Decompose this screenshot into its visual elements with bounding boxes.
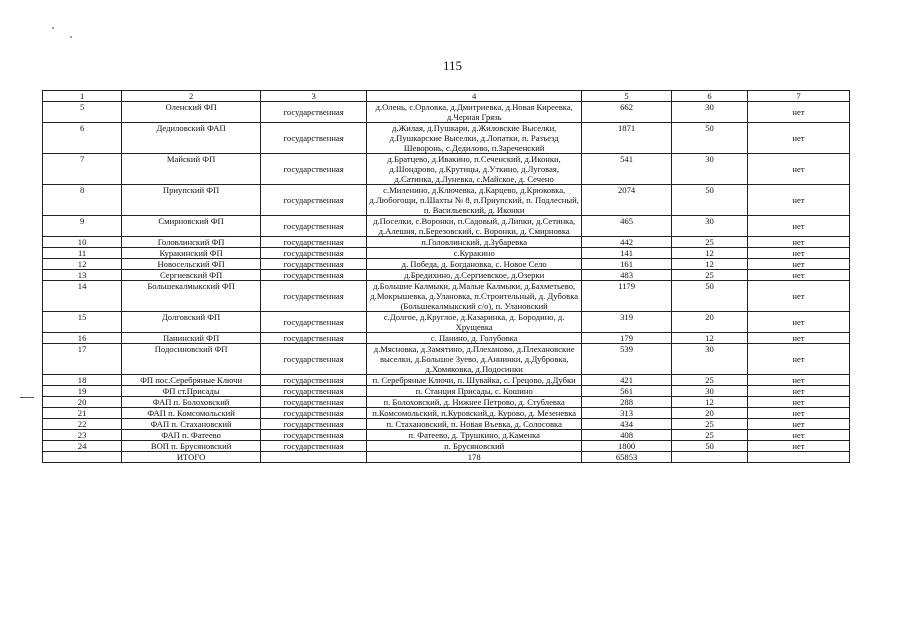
settlements-served: с. Панино, д. Голубовка	[367, 333, 582, 344]
status-value: нет	[748, 102, 850, 123]
page-number: 115	[442, 58, 463, 73]
status-value: нет	[748, 259, 850, 270]
facility-table	[42, 90, 850, 463]
settlements-served: д.Жилая, д.Пушкари, д.Жиловские Выселки, д.Пушкарские Выселки, д.Лопатки, п. Разъезд Шеворонь, с.Дедилово, п.Зареченский	[367, 123, 582, 154]
settlements-served: п. Серебряные Ключи, п. Шувайка, с. Грецово, д.Дубки	[367, 375, 582, 386]
ownership-type: государственная	[261, 375, 367, 386]
population: 561	[582, 386, 672, 397]
facility-name: Майский ФП	[122, 154, 261, 185]
status-value: нет	[748, 185, 850, 216]
row-number: 6	[43, 123, 122, 154]
settlements-served: с.Куракино	[367, 248, 582, 259]
row-number: 15	[43, 312, 122, 333]
table-row	[43, 333, 850, 344]
population: 539	[582, 344, 672, 375]
row-number: 17	[43, 344, 122, 375]
total-label: ИТОГО	[122, 452, 261, 463]
table-row	[43, 248, 850, 259]
total-empty	[261, 452, 367, 463]
facility-name: ФАП п. Фатеево	[122, 430, 261, 441]
ownership-type: государственная	[261, 344, 367, 375]
facility-name: Куракинский ФП	[122, 248, 261, 259]
population: 1179	[582, 281, 672, 312]
table-row	[43, 375, 850, 386]
row-number: 11	[43, 248, 122, 259]
settlements-served: п.Головлинский, д.Зубаревка	[367, 237, 582, 248]
row-number: 16	[43, 333, 122, 344]
population: 1800	[582, 441, 672, 452]
settlements-served: п. Станция Присады, с. Кошино	[367, 386, 582, 397]
total-row	[43, 452, 850, 463]
column-number: 6	[672, 91, 748, 102]
settlements-served: д.Бредихино, д.Сергиевское, д.Озерки	[367, 270, 582, 281]
status-value: нет	[748, 216, 850, 237]
distance: 25	[672, 237, 748, 248]
row-number: 12	[43, 259, 122, 270]
ownership-type: государственная	[261, 270, 367, 281]
margin-mark	[20, 397, 34, 398]
column-number: 3	[261, 91, 367, 102]
status-value: нет	[748, 333, 850, 344]
population: 288	[582, 397, 672, 408]
table-row	[43, 216, 850, 237]
facility-name: Оленский ФП	[122, 102, 261, 123]
ownership-type: государственная	[261, 123, 367, 154]
facility-name: Долговский ФП	[122, 312, 261, 333]
population: 541	[582, 154, 672, 185]
table-row	[43, 123, 850, 154]
population: 408	[582, 430, 672, 441]
status-value: нет	[748, 430, 850, 441]
ownership-type: государственная	[261, 312, 367, 333]
facility-name: ВОП п. Брусяновский	[122, 441, 261, 452]
facility-name: ФАП п. Болоховский	[122, 397, 261, 408]
status-value: нет	[748, 312, 850, 333]
total-settlements: 178	[367, 452, 582, 463]
table-row	[43, 441, 850, 452]
population: 313	[582, 408, 672, 419]
status-value: нет	[748, 408, 850, 419]
settlements-served: п. Фатеево, д. Трушкино, д.Каменка	[367, 430, 582, 441]
ownership-type: государственная	[261, 185, 367, 216]
facility-name: Новосельский ФП	[122, 259, 261, 270]
ownership-type: государственная	[261, 430, 367, 441]
status-value: нет	[748, 386, 850, 397]
row-number: 9	[43, 216, 122, 237]
distance: 50	[672, 185, 748, 216]
row-number: 10	[43, 237, 122, 248]
ownership-type: государственная	[261, 154, 367, 185]
status-value: нет	[748, 123, 850, 154]
ownership-type: государственная	[261, 248, 367, 259]
table-row	[43, 237, 850, 248]
table-row	[43, 397, 850, 408]
distance: 25	[672, 375, 748, 386]
column-number: 1	[43, 91, 122, 102]
ownership-type: государственная	[261, 259, 367, 270]
settlements-served: д.Олень, с.Орловка, д.Дмитриевка, д.Новая Киреевка, д.Черная Грязь	[367, 102, 582, 123]
distance: 25	[672, 419, 748, 430]
facility-name: ФАП п. Стахановский	[122, 419, 261, 430]
column-number: 5	[582, 91, 672, 102]
distance: 30	[672, 216, 748, 237]
settlements-served: п. Стахановский, п. Новая Въевка, д. Солосовка	[367, 419, 582, 430]
row-number: 20	[43, 397, 122, 408]
table-row	[43, 419, 850, 430]
ownership-type: государственная	[261, 281, 367, 312]
distance: 30	[672, 386, 748, 397]
ownership-type: государственная	[261, 216, 367, 237]
population: 319	[582, 312, 672, 333]
row-number: 22	[43, 419, 122, 430]
distance: 25	[672, 270, 748, 281]
ownership-type: государственная	[261, 333, 367, 344]
scan-speck	[70, 36, 72, 38]
ownership-type: государственная	[261, 397, 367, 408]
settlements-served: д.Большие Калмыки, д.Малые Калмыки, д.Бахметьево, д.Мокрышевка, д.Улановка, п.Строительный, д. Дубовка (Большекалмыкский с/о), п. Улановский	[367, 281, 582, 312]
distance: 20	[672, 312, 748, 333]
distance: 30	[672, 154, 748, 185]
row-number: 5	[43, 102, 122, 123]
table-row	[43, 281, 850, 312]
population: 662	[582, 102, 672, 123]
status-value: нет	[748, 154, 850, 185]
status-value: нет	[748, 344, 850, 375]
population: 1871	[582, 123, 672, 154]
facility-name: Приупский ФП	[122, 185, 261, 216]
table-row	[43, 408, 850, 419]
settlements-served: с.Миленино, д.Ключевка, д.Карцево, д.Крюковка, д.Любогощи, п.Шахты № 8, п.Приупский, п. Подлесный, п. Васильевский, д. Иконки	[367, 185, 582, 216]
facility-name: Подосиновский ФП	[122, 344, 261, 375]
facility-name: Сергиевский ФП	[122, 270, 261, 281]
settlements-served: п.Комсомольский, п.Куровский,д. Курово, д. Мезеневка	[367, 408, 582, 419]
population: 161	[582, 259, 672, 270]
table-row	[43, 386, 850, 397]
ownership-type: государственная	[261, 441, 367, 452]
total-empty	[748, 452, 850, 463]
status-value: нет	[748, 237, 850, 248]
row-number: 24	[43, 441, 122, 452]
row-number: 7	[43, 154, 122, 185]
distance: 20	[672, 408, 748, 419]
distance: 25	[672, 430, 748, 441]
row-number: 18	[43, 375, 122, 386]
table-row	[43, 312, 850, 333]
status-value: нет	[748, 281, 850, 312]
distance: 50	[672, 441, 748, 452]
facility-name: Большекалмыкский ФП	[122, 281, 261, 312]
total-empty	[43, 452, 122, 463]
ownership-type: государственная	[261, 386, 367, 397]
table-body	[43, 91, 850, 463]
table-row	[43, 430, 850, 441]
settlements-served: д.Поселки, с.Воронки, п.Садовый, д.Липки, д.Сетинка, д.Алешня, п.Березовский, с. Воронки, д. Смирновка	[367, 216, 582, 237]
facility-name: Смирновский ФП	[122, 216, 261, 237]
table-row	[43, 185, 850, 216]
settlements-served: д.Братцево, д.Ивакино, п.Сеченский, д.Иконки, д.Шондрово, д.Крутицы, д.Уткино, д.Луговая, д.Сатинка, д.Лунeвка, с.Майское, д. Сечено	[367, 154, 582, 185]
ownership-type: государственная	[261, 102, 367, 123]
settlements-served: д.Мясновка, д.Замятино, д.Плеханово, д.Плехановские выселки, д.Большое Зуево, д.Аннинки, д.Дубровка, д.Хомяковка, д.Подосинки	[367, 344, 582, 375]
ownership-type: государственная	[261, 408, 367, 419]
total-population: 65853	[582, 452, 672, 463]
row-number: 19	[43, 386, 122, 397]
distance: 30	[672, 344, 748, 375]
status-value: нет	[748, 397, 850, 408]
population: 179	[582, 333, 672, 344]
ownership-type: государственная	[261, 419, 367, 430]
population: 442	[582, 237, 672, 248]
status-value: нет	[748, 248, 850, 259]
table-row	[43, 102, 850, 123]
row-number: 21	[43, 408, 122, 419]
facility-name: Панинский ФП	[122, 333, 261, 344]
facility-name: ФП пос.Серебряные Ключи	[122, 375, 261, 386]
table-row	[43, 259, 850, 270]
distance: 50	[672, 123, 748, 154]
column-number: 2	[122, 91, 261, 102]
distance: 50	[672, 281, 748, 312]
status-value: нет	[748, 419, 850, 430]
row-number: 8	[43, 185, 122, 216]
population: 421	[582, 375, 672, 386]
row-number: 13	[43, 270, 122, 281]
status-value: нет	[748, 270, 850, 281]
settlements-served: п. Брусяновский	[367, 441, 582, 452]
column-number-row	[43, 91, 850, 102]
table-row	[43, 344, 850, 375]
distance: 30	[672, 102, 748, 123]
row-number: 23	[43, 430, 122, 441]
distance: 12	[672, 248, 748, 259]
facility-name: ФП ст.Присады	[122, 386, 261, 397]
distance: 12	[672, 397, 748, 408]
column-number: 7	[748, 91, 850, 102]
status-value: нет	[748, 375, 850, 386]
population: 434	[582, 419, 672, 430]
settlements-served: д. Победа, д. Богдановка, с. Новое Село	[367, 259, 582, 270]
scan-speck	[52, 27, 54, 29]
total-empty	[672, 452, 748, 463]
distance: 12	[672, 333, 748, 344]
distance: 12	[672, 259, 748, 270]
settlements-served: с.Долгое, д.Круглое, д.Казаринка, д. Бородино, д. Хрущевка	[367, 312, 582, 333]
population: 483	[582, 270, 672, 281]
row-number: 14	[43, 281, 122, 312]
ownership-type: государственная	[261, 237, 367, 248]
table-row	[43, 270, 850, 281]
settlements-served: п. Болоховский, д. Нижнее Петрово, д. Стублевка	[367, 397, 582, 408]
facility-name: Головлинский ФП	[122, 237, 261, 248]
table-row	[43, 154, 850, 185]
status-value: нет	[748, 441, 850, 452]
facility-name: ФАП п. Комсомольский	[122, 408, 261, 419]
population: 2074	[582, 185, 672, 216]
facility-name: Дедиловский ФАП	[122, 123, 261, 154]
population: 465	[582, 216, 672, 237]
column-number: 4	[367, 91, 582, 102]
population: 141	[582, 248, 672, 259]
